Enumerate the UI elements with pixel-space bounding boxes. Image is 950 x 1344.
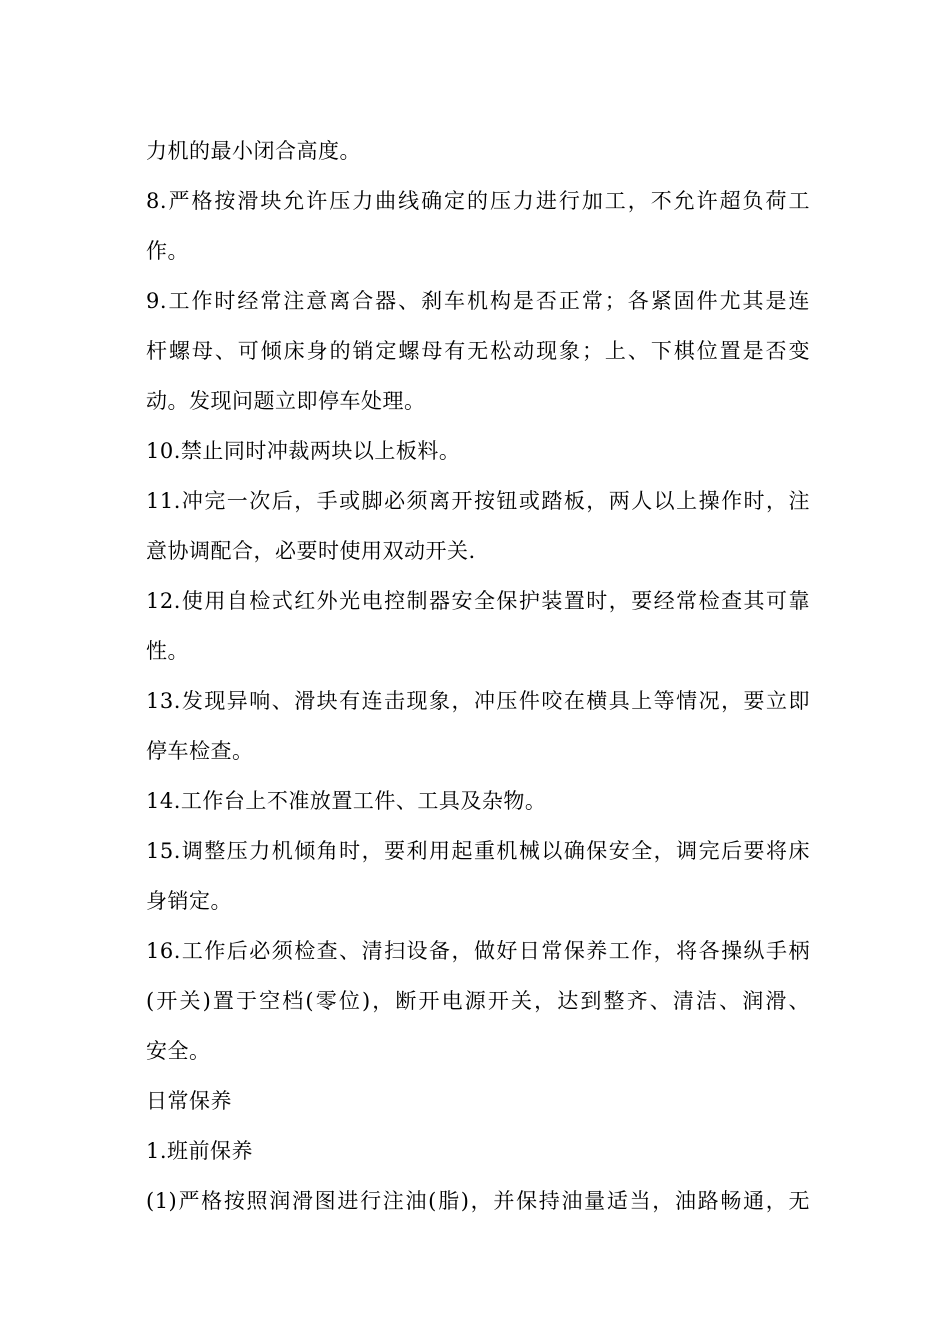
text-line: (开关)置于空档(零位)，断开电源开关，达到整齐、清洁、润滑、 [146, 989, 810, 1013]
section-heading: 日常保养 [146, 1089, 232, 1113]
text-line: 15.调整压力机倾角时，要利用起重机械以确保安全，调完后要将床 [146, 839, 810, 863]
text-line: 安全。 [146, 1039, 211, 1063]
text-line: 意协调配合，必要时使用双动开关. [146, 539, 476, 563]
text-line: (1)严格按照润滑图进行注油(脂)，并保持油量适当，油路畅通，无 [146, 1189, 810, 1213]
text-line: 性。 [146, 639, 189, 663]
document-body [146, 126, 810, 1226]
text-line: 16.工作后必须检查、清扫设备，做好日常保养工作，将各操纵手柄 [146, 939, 810, 963]
text-line: 10.禁止同时冲裁两块以上板料。 [146, 439, 461, 463]
text-line: 身销定。 [146, 889, 232, 913]
text-line: 作。 [146, 239, 189, 263]
text-line: 13.发现异响、滑块有连击现象，冲压件咬在横具上等情况，要立即 [146, 689, 810, 713]
text-line: 停车检查。 [146, 739, 254, 763]
text-line: 8.严格按滑块允许压力曲线确定的压力进行加工，不允许超负荷工 [146, 189, 810, 213]
subsection-heading: 1.班前保养 [146, 1139, 254, 1163]
text-line: 11.冲完一次后，手或脚必须离开按钮或踏板，两人以上操作时，注 [146, 489, 810, 513]
text-line: 14.工作台上不准放置工件、工具及杂物。 [146, 789, 547, 813]
text-line: 杆螺母、可倾床身的销定螺母有无松动现象；上、下棋位置是否变 [146, 339, 810, 363]
text-line: 动。发现问题立即停车处理。 [146, 389, 426, 413]
text-line: 12.使用自检式红外光电控制器安全保护装置时，要经常检查其可靠 [146, 589, 810, 613]
text-line: 9.工作时经常注意离合器、刹车机构是否正常；各紧固件尤其是连 [146, 289, 810, 313]
text-line: 力机的最小闭合高度。 [146, 139, 361, 163]
